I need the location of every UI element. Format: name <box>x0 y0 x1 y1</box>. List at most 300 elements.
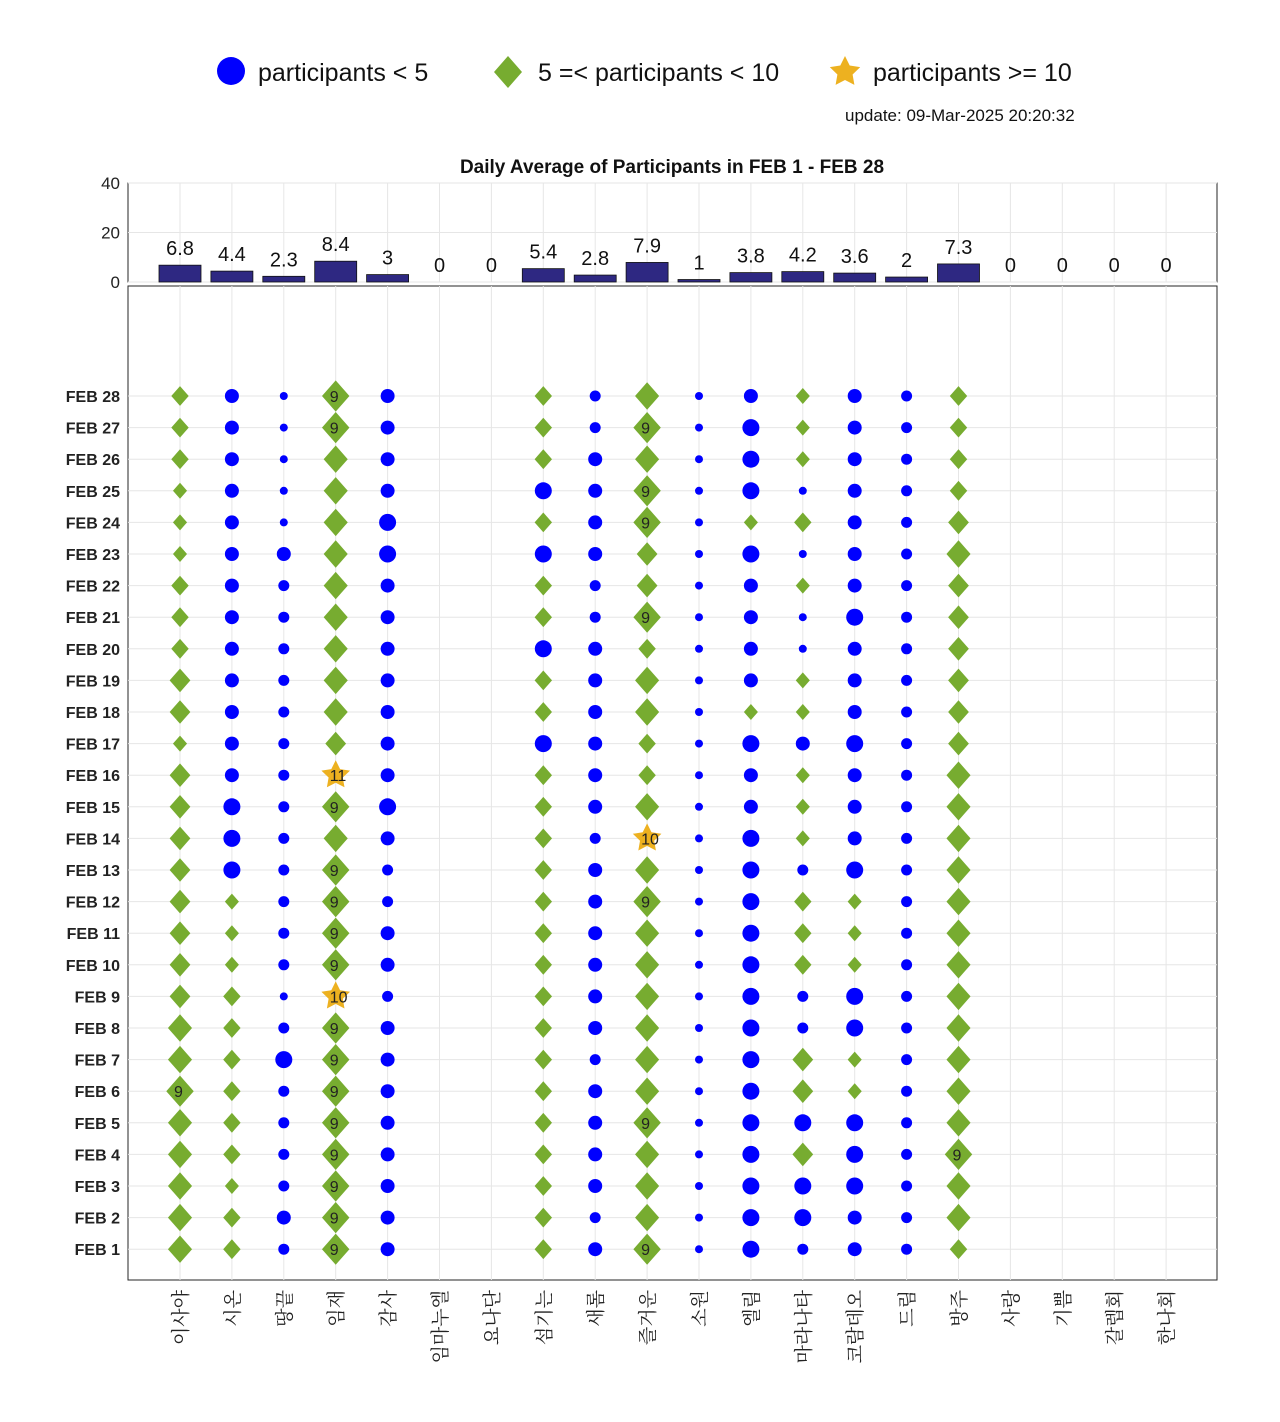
marker-circle <box>901 1086 912 1097</box>
bar-y-tick-label: 20 <box>101 223 120 243</box>
marker-circle <box>901 959 912 970</box>
marker-circle <box>901 991 912 1002</box>
marker-circle <box>278 1244 289 1255</box>
marker-circle <box>381 642 395 656</box>
marker-circle <box>379 546 396 563</box>
bar-value-label: 3.6 <box>840 246 869 269</box>
marker-circle <box>901 580 912 591</box>
bar-드림 <box>886 277 928 282</box>
marker-value-label: 9 <box>174 1084 183 1102</box>
date-label: FEB 22 <box>65 578 120 596</box>
marker-circle <box>588 863 602 877</box>
marker-circle <box>225 452 239 466</box>
scatter-plot-area <box>128 286 1217 1280</box>
marker-circle <box>381 1084 395 1098</box>
bar-마라나타 <box>782 272 824 282</box>
marker-circle <box>742 830 759 847</box>
marker-circle <box>280 392 288 400</box>
bar-y-axis <box>101 174 120 292</box>
marker-circle <box>695 1245 703 1253</box>
marker-circle <box>901 1212 912 1223</box>
marker-circle <box>381 926 395 940</box>
bar-코람데오 <box>834 273 876 282</box>
marker-circle <box>278 801 289 812</box>
marker-circle <box>695 708 703 716</box>
marker-circle <box>381 1179 395 1193</box>
bar-value-label: 0 <box>433 255 446 277</box>
marker-circle <box>846 1146 863 1163</box>
marker-circle <box>695 1087 703 1095</box>
marker-circle <box>901 485 912 496</box>
marker-circle <box>588 1116 602 1130</box>
marker-circle <box>846 988 863 1005</box>
marker-circle <box>278 833 289 844</box>
marker-circle <box>846 1178 863 1195</box>
bar-새롬 <box>574 275 616 282</box>
bar-value-label: 0 <box>485 255 497 277</box>
bar-value-label: 7.3 <box>944 236 973 259</box>
marker-circle <box>901 896 912 907</box>
marker-circle <box>588 1147 602 1161</box>
date-label: FEB 1 <box>74 1242 120 1260</box>
marker-circle <box>744 673 758 687</box>
marker-circle <box>588 1242 602 1256</box>
marker-circle <box>588 452 602 466</box>
marker-circle <box>901 738 912 749</box>
marker-circle <box>277 547 291 561</box>
marker-circle <box>848 452 862 466</box>
marker-circle <box>901 801 912 812</box>
marker-circle <box>278 1023 289 1034</box>
marker-circle <box>278 959 289 970</box>
marker-value-label: 9 <box>329 1179 339 1196</box>
group-label: 임재 <box>325 1290 348 1327</box>
marker-circle <box>382 865 393 876</box>
legend-star-icon <box>830 56 860 85</box>
marker-circle <box>278 580 289 591</box>
marker-value-label: 9 <box>329 1115 339 1133</box>
date-label: FEB 5 <box>74 1115 120 1133</box>
marker-circle <box>278 928 289 939</box>
marker-value-label: 9 <box>329 1242 339 1260</box>
marker-circle <box>275 1051 292 1068</box>
marker-circle <box>742 1051 759 1068</box>
date-label: FEB 27 <box>65 420 120 438</box>
marker-circle <box>796 737 810 751</box>
marker-circle <box>695 1024 703 1032</box>
group-label: 요나단 <box>481 1290 504 1346</box>
date-label: FEB 16 <box>65 768 120 786</box>
marker-circle <box>901 1023 912 1034</box>
date-label: FEB 23 <box>65 547 120 564</box>
marker-circle <box>695 929 703 937</box>
group-label: 마라나타 <box>792 1290 815 1364</box>
marker-circle <box>901 643 912 654</box>
marker-circle <box>901 928 912 939</box>
group-label: 갈렙회 <box>1104 1290 1127 1346</box>
marker-circle <box>846 1114 863 1131</box>
marker-circle <box>280 424 288 432</box>
marker-circle <box>742 546 759 563</box>
marker-circle <box>901 549 912 560</box>
marker-value-label: 9 <box>641 1242 651 1260</box>
group-label: 엘림 <box>740 1290 763 1327</box>
marker-circle <box>797 1244 808 1255</box>
marker-circle <box>695 1119 703 1127</box>
marker-circle <box>278 675 289 686</box>
marker-circle <box>799 613 807 621</box>
marker-circle <box>225 673 239 687</box>
marker-circle <box>797 1023 808 1034</box>
marker-circle <box>381 1021 395 1035</box>
marker-circle <box>695 424 703 432</box>
marker-circle <box>742 482 759 499</box>
marker-circle <box>278 1181 289 1192</box>
marker-circle <box>381 831 395 845</box>
marker-circle <box>794 1114 811 1131</box>
marker-circle <box>535 482 552 499</box>
marker-circle <box>278 1117 289 1128</box>
marker-circle <box>901 675 912 686</box>
date-label: FEB 12 <box>65 894 120 912</box>
marker-circle <box>744 768 758 782</box>
marker-circle <box>695 550 703 558</box>
marker-circle <box>381 484 395 498</box>
legend-label-low: participants < 5 <box>258 59 429 87</box>
marker-circle <box>742 1178 759 1195</box>
marker-circle <box>848 768 862 782</box>
marker-value-label: 11 <box>329 768 347 786</box>
date-label: FEB 18 <box>65 705 120 722</box>
bar-chart <box>101 157 1217 292</box>
marker-circle <box>280 487 288 495</box>
date-label: FEB 3 <box>74 1179 120 1196</box>
marker-circle <box>848 515 862 529</box>
marker-circle <box>901 612 912 623</box>
bar-감사 <box>367 275 409 282</box>
marker-circle <box>901 1054 912 1065</box>
marker-circle <box>742 862 759 879</box>
marker-value-label: 9 <box>329 1084 339 1102</box>
marker-circle <box>742 735 759 752</box>
marker-circle <box>278 707 289 718</box>
marker-circle <box>695 518 703 526</box>
marker-circle <box>848 673 862 687</box>
marker-circle <box>382 896 393 907</box>
marker-circle <box>381 1242 395 1256</box>
marker-circle <box>381 705 395 719</box>
marker-circle <box>695 992 703 1000</box>
marker-circle <box>225 421 239 435</box>
date-label: FEB 2 <box>74 1210 120 1228</box>
bar-value-label: 2 <box>901 250 913 273</box>
group-label: 코람데오 <box>844 1290 867 1364</box>
marker-circle <box>744 389 758 403</box>
marker-circle <box>223 862 240 879</box>
bar-value-label: 8.4 <box>321 234 350 257</box>
marker-circle <box>742 1241 759 1258</box>
marker-circle <box>742 956 759 973</box>
marker-circle <box>278 612 289 623</box>
marker-circle <box>901 1181 912 1192</box>
bar-소원 <box>678 280 720 282</box>
marker-circle <box>799 487 807 495</box>
marker-circle <box>848 484 862 498</box>
bar-value-label: 3.8 <box>736 245 765 268</box>
marker-circle <box>901 422 912 433</box>
marker-circle <box>381 1211 395 1225</box>
marker-circle <box>846 735 863 752</box>
group-label: 땅끝 <box>273 1290 296 1327</box>
group-label: 임마누엘 <box>429 1290 452 1364</box>
marker-circle <box>225 389 239 403</box>
marker-circle <box>225 484 239 498</box>
group-label: 새롬 <box>585 1290 608 1327</box>
marker-value-label: 9 <box>329 420 339 438</box>
legend-label-high: participants >= 10 <box>873 59 1072 87</box>
marker-value-label: 9 <box>641 894 651 912</box>
legend <box>217 56 1075 125</box>
bar-value-label: 1 <box>693 252 705 275</box>
marker-circle <box>742 1146 759 1163</box>
marker-value-label: 9 <box>329 863 339 880</box>
marker-circle <box>590 422 601 433</box>
group-label: 한나회 <box>1156 1290 1179 1346</box>
marker-circle <box>379 514 396 531</box>
marker-circle <box>742 1209 759 1226</box>
marker-circle <box>848 831 862 845</box>
date-label: FEB 20 <box>65 641 120 659</box>
marker-circle <box>695 1056 703 1064</box>
marker-circle <box>278 1149 289 1160</box>
marker-circle <box>695 866 703 874</box>
marker-circle <box>695 1214 703 1222</box>
bar-value-label: 0 <box>1108 255 1120 277</box>
date-label: FEB 8 <box>74 1021 120 1038</box>
marker-circle <box>379 798 396 815</box>
marker-circle <box>901 770 912 781</box>
date-label: FEB 11 <box>66 926 120 944</box>
date-label: FEB 17 <box>65 736 120 754</box>
bar-value-label: 0 <box>1056 255 1068 277</box>
bar-chart-title: Daily Average of Participants in FEB 1 - FEB 28 <box>459 157 885 178</box>
marker-circle <box>901 391 912 402</box>
marker-circle <box>901 1149 912 1160</box>
marker-circle <box>588 926 602 940</box>
marker-circle <box>278 738 289 749</box>
marker-value-label: 9 <box>329 1052 339 1070</box>
date-label: FEB 24 <box>65 515 120 533</box>
date-label: FEB 9 <box>74 989 120 1007</box>
marker-circle <box>799 550 807 558</box>
marker-circle <box>742 1114 759 1131</box>
marker-circle <box>535 640 552 657</box>
marker-circle <box>848 1242 862 1256</box>
bar-value-label: 4.2 <box>788 244 817 267</box>
marker-circle <box>695 898 703 906</box>
marker-circle <box>695 740 703 748</box>
marker-circle <box>381 768 395 782</box>
marker-circle <box>225 610 239 624</box>
marker-circle <box>381 1053 395 1067</box>
marker-circle <box>225 705 239 719</box>
marker-circle <box>848 547 862 561</box>
marker-circle <box>280 455 288 463</box>
bar-value-label: 0 <box>1004 255 1016 277</box>
marker-circle <box>382 991 393 1002</box>
bar-value-label: 2.3 <box>269 249 298 272</box>
marker-circle <box>744 800 758 814</box>
marker-circle <box>278 865 289 876</box>
marker-value-label: 9 <box>329 894 339 912</box>
marker-circle <box>278 770 289 781</box>
marker-circle <box>278 643 289 654</box>
bar-value-label: 7.9 <box>633 235 662 258</box>
bar-y-tick-label: 0 <box>110 273 120 292</box>
marker-circle <box>588 958 602 972</box>
marker-circle <box>225 515 239 529</box>
marker-circle <box>278 896 289 907</box>
marker-circle <box>588 673 602 687</box>
marker-circle <box>695 961 703 969</box>
marker-circle <box>381 673 395 687</box>
marker-circle <box>225 768 239 782</box>
marker-circle <box>695 1150 703 1158</box>
marker-circle <box>588 1021 602 1035</box>
date-label: FEB 7 <box>74 1052 120 1070</box>
marker-circle <box>695 771 703 779</box>
marker-circle <box>695 676 703 684</box>
marker-circle <box>588 989 602 1003</box>
marker-circle <box>695 613 703 621</box>
marker-circle <box>588 768 602 782</box>
marker-circle <box>381 1116 395 1130</box>
bar-value-label: 0 <box>1160 255 1172 277</box>
group-label: 시온 <box>221 1290 244 1327</box>
bar-섬기는 <box>522 269 564 282</box>
bar-임재 <box>315 261 357 282</box>
bar-시온 <box>211 271 253 282</box>
date-label: FEB 21 <box>65 610 120 628</box>
group-label: 감사 <box>377 1290 400 1327</box>
marker-value-label: 9 <box>329 1147 339 1165</box>
marker-circle <box>695 487 703 495</box>
bar-땅끝 <box>263 276 305 282</box>
legend-diamond-icon <box>494 56 522 88</box>
date-label: FEB 26 <box>65 452 120 470</box>
marker-value-label: 9 <box>329 799 339 817</box>
marker-circle <box>280 518 288 526</box>
bar-즐거운 <box>626 262 668 282</box>
marker-circle <box>590 580 601 591</box>
group-label: 섬기는 <box>533 1290 556 1346</box>
date-label: FEB 15 <box>65 799 120 817</box>
group-axis-labels <box>170 1289 1178 1363</box>
marker-circle <box>848 800 862 814</box>
marker-circle <box>695 803 703 811</box>
marker-circle <box>901 865 912 876</box>
marker-circle <box>225 737 239 751</box>
marker-circle <box>695 1182 703 1190</box>
group-label: 즐거운 <box>637 1290 660 1346</box>
marker-circle <box>535 546 552 563</box>
marker-value-label: 9 <box>641 1115 651 1133</box>
marker-circle <box>848 1211 862 1225</box>
attendance-scatter <box>66 286 1217 1363</box>
marker-circle <box>381 1147 395 1161</box>
group-label: 소원 <box>689 1290 711 1327</box>
date-label: FEB 14 <box>65 831 120 849</box>
marker-circle <box>695 582 703 590</box>
bar-value-label: 4.4 <box>217 244 246 267</box>
marker-circle <box>588 737 602 751</box>
group-label: 드림 <box>896 1290 919 1327</box>
marker-circle <box>590 391 601 402</box>
bar-value-label: 3 <box>382 247 394 270</box>
marker-circle <box>695 455 703 463</box>
marker-circle <box>381 579 395 593</box>
marker-circle <box>742 1020 759 1037</box>
marker-value-label: 9 <box>641 483 651 501</box>
date-label: FEB 4 <box>74 1147 120 1165</box>
marker-circle <box>695 392 703 400</box>
marker-circle <box>742 419 759 436</box>
marker-circle <box>848 705 862 719</box>
marker-circle <box>588 1179 602 1193</box>
marker-circle <box>742 925 759 942</box>
marker-circle <box>901 454 912 465</box>
bar-엘림 <box>730 273 772 282</box>
marker-circle <box>381 958 395 972</box>
marker-circle <box>794 1178 811 1195</box>
marker-value-label: 9 <box>952 1147 962 1165</box>
bar-방주 <box>938 264 980 282</box>
marker-circle <box>742 893 759 910</box>
marker-circle <box>848 421 862 435</box>
marker-circle <box>744 579 758 593</box>
marker-circle <box>223 798 240 815</box>
group-label: 이사야 <box>170 1290 192 1346</box>
date-label: FEB 19 <box>65 673 120 691</box>
marker-circle <box>797 991 808 1002</box>
legend-label-mid: 5 =< participants < 10 <box>538 59 780 87</box>
marker-circle <box>590 1212 601 1223</box>
marker-circle <box>799 645 807 653</box>
marker-value-label: 9 <box>641 610 651 628</box>
marker-circle <box>590 612 601 623</box>
marker-circle <box>695 645 703 653</box>
marker-circle <box>848 642 862 656</box>
marker-circle <box>744 610 758 624</box>
marker-circle <box>588 1084 602 1098</box>
marker-circle <box>225 547 239 561</box>
marker-value-label: 9 <box>329 389 339 406</box>
group-label: 방주 <box>948 1290 971 1327</box>
bar-value-label: 2.8 <box>581 248 610 271</box>
bar-value-label: 5.4 <box>529 241 558 264</box>
marker-value-label: 9 <box>641 515 651 533</box>
update-timestamp: update: 09-Mar-2025 20:20:32 <box>845 106 1075 125</box>
marker-value-label: 9 <box>329 957 339 975</box>
date-label: FEB 25 <box>65 483 120 501</box>
marker-circle <box>901 1117 912 1128</box>
marker-value-label: 10 <box>329 989 348 1007</box>
marker-value-label: 9 <box>329 1210 339 1228</box>
marker-circle <box>535 735 552 752</box>
marker-value-label: 9 <box>641 420 651 438</box>
bar-y-tick-label: 40 <box>101 174 120 193</box>
group-label: 기쁨 <box>1052 1290 1075 1327</box>
